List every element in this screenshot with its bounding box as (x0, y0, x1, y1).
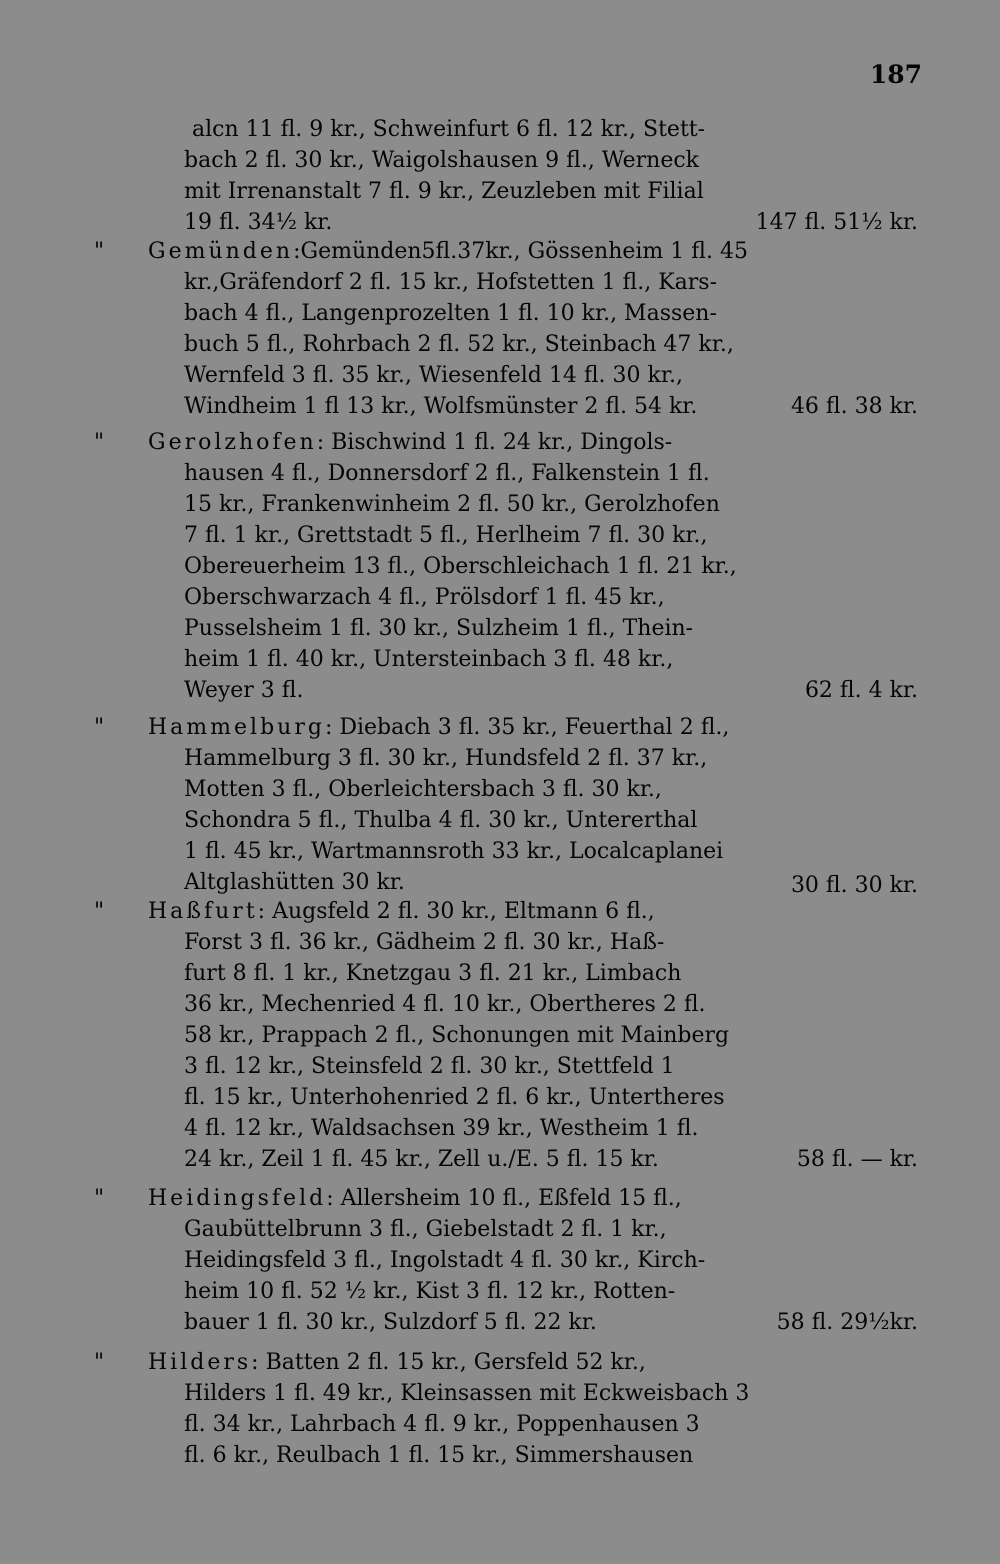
page-number: 187 (869, 60, 922, 89)
district-heading: Haßfurt (148, 899, 258, 924)
ditto-mark: " (94, 430, 105, 455)
entry-line: Wernfeld 3 fl. 35 kr., Wiesenfeld 14 fl. 30 kr., (184, 363, 683, 388)
entry-line: Heidingsfeld 3 fl., Ingolstadt 4 fl. 30 kr., Kirch- (184, 1248, 706, 1273)
entry-line: Hammelburg 3 fl. 30 kr., Hundsfeld 2 fl. 37 kr., (184, 746, 708, 771)
entry-line: : Diebach 3 fl. 35 kr., Feuerthal 2 fl., (324, 715, 730, 740)
district-heading: Heidingsfeld (148, 1186, 327, 1211)
entry-line: Obereuerheim 13 fl., Oberschleichach 1 fl. 21 kr., (184, 554, 737, 579)
entry-line: mit Irrenanstalt 7 fl. 9 kr., Zeuzleben mit Filial (184, 179, 704, 204)
entry-line: : Augsfeld 2 fl. 30 kr., Eltmann 6 fl., (257, 899, 655, 924)
entry-line: Schondra 5 fl., Thulba 4 fl. 30 kr., Untererthal (184, 808, 698, 833)
entry-line: Gaubüttelbrunn 3 fl., Giebelstadt 2 fl. 1 kr., (184, 1217, 667, 1242)
entry-line: 19 fl. 34½ kr. (184, 210, 333, 235)
ditto-mark: " (94, 1350, 105, 1375)
entry-total: 46 fl. 38 kr. (790, 394, 918, 419)
entry-line: alcn 11 fl. 9 kr., Schweinfurt 6 fl. 12 kr., Stett- (192, 117, 706, 142)
ditto-mark: " (94, 899, 105, 924)
entry-line: fl. 34 kr., Lahrbach 4 fl. 9 kr., Poppenhausen 3 (184, 1412, 700, 1437)
entry-line: Pusselsheim 1 fl. 30 kr., Sulzheim 1 fl., Thein- (184, 616, 694, 641)
entry-line: hausen 4 fl., Donnersdorf 2 fl., Falkenstein 1 fl. (184, 461, 710, 486)
entry-first-line (148, 236, 748, 268)
entry-line: Windheim 1 fl 13 kr., Wolfsmünster 2 fl. 54 kr. (184, 394, 698, 419)
entry-line: Motten 3 fl., Oberleichtersbach 3 fl. 30 kr., (184, 777, 662, 802)
entry-line: bauer 1 fl. 30 kr., Sulzdorf 5 fl. 22 kr. (184, 1310, 597, 1335)
entry-total: 58 fl. 29½kr. (776, 1310, 918, 1335)
entry-line: fl. 15 kr., Unterhohenried 2 fl. 6 kr., Untertheres (184, 1085, 725, 1110)
entry-line: Weyer 3 fl. (184, 678, 304, 703)
entry-line: 7 fl. 1 kr., Grettstadt 5 fl., Herlheim 7 fl. 30 kr., (184, 523, 708, 548)
ditto-mark: " (94, 1186, 105, 1211)
entry-line: fl. 6 kr., Reulbach 1 fl. 15 kr., Simmershausen (184, 1443, 694, 1468)
entry-line: 1 fl. 45 kr., Wartmannsroth 33 kr., Localcaplanei (184, 839, 724, 864)
entry-total: 62 fl. 4 kr. (804, 678, 918, 703)
entry-line: bach 2 fl. 30 kr., Waigolshausen 9 fl., Werneck (184, 148, 700, 173)
entry-line: : Bischwind 1 fl. 24 kr., Dingols- (316, 430, 673, 455)
entry-line: Altglashütten 30 kr. (184, 870, 405, 895)
entry-line: bach 4 fl., Langenprozelten 1 fl. 10 kr., Massen- (184, 301, 717, 326)
entry-line: : Batten 2 fl. 15 kr., Gersfeld 52 kr., (251, 1350, 646, 1375)
entry-line: Hilders 1 fl. 49 kr., Kleinsassen mit Eckweisbach 3 (184, 1381, 750, 1406)
district-heading: Gerolzhofen (148, 430, 317, 455)
entry-line: 4 fl. 12 kr., Waldsachsen 39 kr., Westheim 1 fl. (184, 1116, 699, 1141)
entry-line: furt 8 fl. 1 kr., Knetzgau 3 fl. 21 kr., Limbach (184, 961, 682, 986)
entry-first-line (148, 427, 672, 459)
entry-total: 147 fl. 51½ kr. (755, 210, 918, 235)
entry-line: buch 5 fl., Rohrbach 2 fl. 52 kr., Steinbach 47 kr., (184, 332, 734, 357)
entry-line: :Gemünden5fl.37kr., Gössenheim 1 fl. 45 (293, 239, 748, 264)
ditto-mark: " (94, 715, 105, 740)
entry-line: 36 kr., Mechenried 4 fl. 10 kr., Obertheres 2 fl. (184, 992, 706, 1017)
entry-first-line (148, 1183, 682, 1215)
district-heading: Hammelburg (148, 715, 325, 740)
entry-line: : Allersheim 10 fl., Eßfeld 15 fl., (326, 1186, 682, 1211)
entry-line: kr.,Gräfendorf 2 fl. 15 kr., Hofstetten 1 fl., Kars- (184, 270, 718, 295)
entry-line: 58 kr., Prappach 2 fl., Schonungen mit Mainberg (184, 1023, 730, 1048)
district-heading: Gemünden (148, 239, 294, 264)
entry-line: heim 10 fl. 52 ½ kr., Kist 3 fl. 12 kr., Rotten- (184, 1279, 676, 1304)
entry-first-line (148, 1347, 646, 1379)
entry-line: Forst 3 fl. 36 kr., Gädheim 2 fl. 30 kr., Haß- (184, 930, 665, 955)
district-heading: Hilders (148, 1350, 252, 1375)
entry-total: 58 fl. — kr. (796, 1147, 918, 1172)
entry-first-line (148, 896, 655, 928)
entry-line: 3 fl. 12 kr., Steinsfeld 2 fl. 30 kr., Stettfeld 1 (184, 1054, 675, 1079)
entry-total: 30 fl. 30 kr. (790, 873, 918, 898)
entry-line: 24 kr., Zeil 1 fl. 45 kr., Zell u./E. 5 fl. 15 kr. (184, 1147, 659, 1172)
entry-first-line (148, 712, 729, 744)
ditto-mark: " (94, 239, 105, 264)
entry-line: 15 kr., Frankenwinheim 2 fl. 50 kr., Gerolzhofen (184, 492, 720, 517)
entry-line: heim 1 fl. 40 kr., Untersteinbach 3 fl. 48 kr., (184, 647, 674, 672)
entry-line: Oberschwarzach 4 fl., Prölsdorf 1 fl. 45 kr., (184, 585, 665, 610)
